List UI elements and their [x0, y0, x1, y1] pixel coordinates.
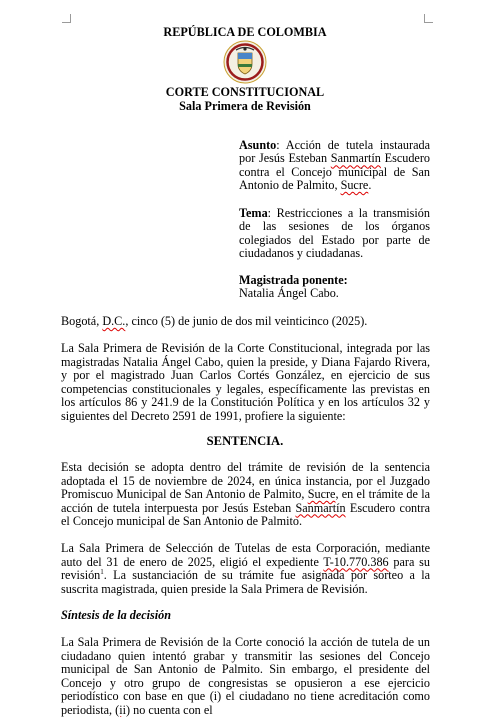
paragraph-text: Escudero contra el Concejo municipal de San Antonio de Palmito.	[61, 500, 430, 528]
magistrada-colon: :	[343, 273, 348, 287]
court-name: CORTE CONSTITUCIONAL	[165, 85, 325, 99]
asunto-text: : Acción de tutela instaurada por Jesús Esteban	[239, 138, 430, 166]
tema-label: Tema	[239, 206, 268, 220]
paragraph-decision	[61, 461, 430, 529]
magistrada-name: Natalia Ángel Cabo.	[239, 286, 339, 301]
paragraph-text: para su revisión	[61, 554, 430, 582]
asunto-label: Asunto	[239, 138, 277, 152]
paragraph-text: Esta decisión se adopta dentro del trámite de revisión de la sentencia adoptada el 15 de noviembre de 2024, en única instancia, por el Juzgado Promiscuo Municipal de San Antonio de Palmito,	[61, 460, 430, 501]
paragraph-text: , en el trámite de la acción de tutela interpuesta por Jesús Esteban	[61, 487, 430, 515]
tema-block	[239, 207, 430, 261]
chamber-name: Sala Primera de Revisión	[179, 99, 311, 113]
paragraph-text: . La sustanciación de su trámite fue asignada por sorteo a la suscrita magistrada, quien preside la Sala Primera de Revisión.	[61, 568, 430, 596]
date-text: , cinco (5) de junio de dos mil veinticinco (2025).	[125, 314, 368, 328]
spelling-flag: Sanmartín	[295, 500, 346, 515]
footnote-marker[interactable]: 1	[100, 567, 104, 576]
margin-corner-mark	[62, 14, 71, 23]
asunto-end: .	[368, 178, 372, 193]
country-title: REPÚBLICA DE COLOMBIA	[163, 25, 327, 39]
sentence-heading: SENTENCIA.	[206, 434, 284, 448]
spelling-flag: (ii)	[115, 702, 131, 717]
paragraph-selection	[61, 542, 430, 596]
asunto-text: Escudero contra el Concejo municipal de San Antonio de Palmito,	[239, 151, 430, 193]
tema-text: : Restricciones a la transmisión de las sesiones de los órganos colegiados del Estado por parte de ciudadanos y ciudadanas.	[239, 206, 430, 261]
asunto-block	[239, 139, 430, 193]
spelling-flag: Sucre	[307, 487, 336, 501]
spelling-flag: T-10.770.386	[323, 554, 389, 569]
date-text: Bogotá,	[61, 314, 103, 328]
synthesis-subheading: Síntesis de la decisión	[61, 608, 172, 622]
magistrada-label: Magistrada ponente	[239, 273, 344, 287]
spelling-flag: Sanmartín	[330, 151, 381, 166]
magistrada-block	[239, 274, 430, 301]
date-line	[61, 315, 430, 329]
margin-corner-mark	[424, 14, 433, 23]
spelling-flag: Sucre	[340, 178, 369, 193]
coat-of-arms-seal-icon	[223, 40, 267, 84]
intro-paragraph: La Sala Primera de Revisión de la Corte Constitucional, integrada por las magistradas Natalia Ángel Cabo, quien la preside, y Diana Fajardo Rivera, y por el magistrado Juan Carlos Cortés González, en ejercicio de sus competencias constitucionales y legales, específicamente las previstas en los artículos 86 y 241.9 de la Constitución Política y en los artículos 32 y siguientes del Decreto 2591 de 1991, profiere la siguiente:	[61, 341, 430, 423]
paragraph-text: La Sala Primera de Selección de Tutelas de esta Corporación, mediante auto del 31 de enero de 2025, eligió el expediente	[61, 541, 430, 569]
paragraph-text: no cuenta con el	[130, 702, 213, 717]
spelling-flag: D.C.	[102, 314, 126, 328]
paragraph-text: La Sala Primera de Revisión de la Corte conoció la acción de tutela de un ciudadano quien intentó grabar y transmitir las sesiones del Concejo municipal de San Antonio de Palmito. Sin embargo, el presidente del Concejo y otro grupo de congresistas se opusieron a ese ejercicio periodístico con base en que (i) el ciudadano no tiene acreditación como periodista,	[61, 635, 430, 717]
